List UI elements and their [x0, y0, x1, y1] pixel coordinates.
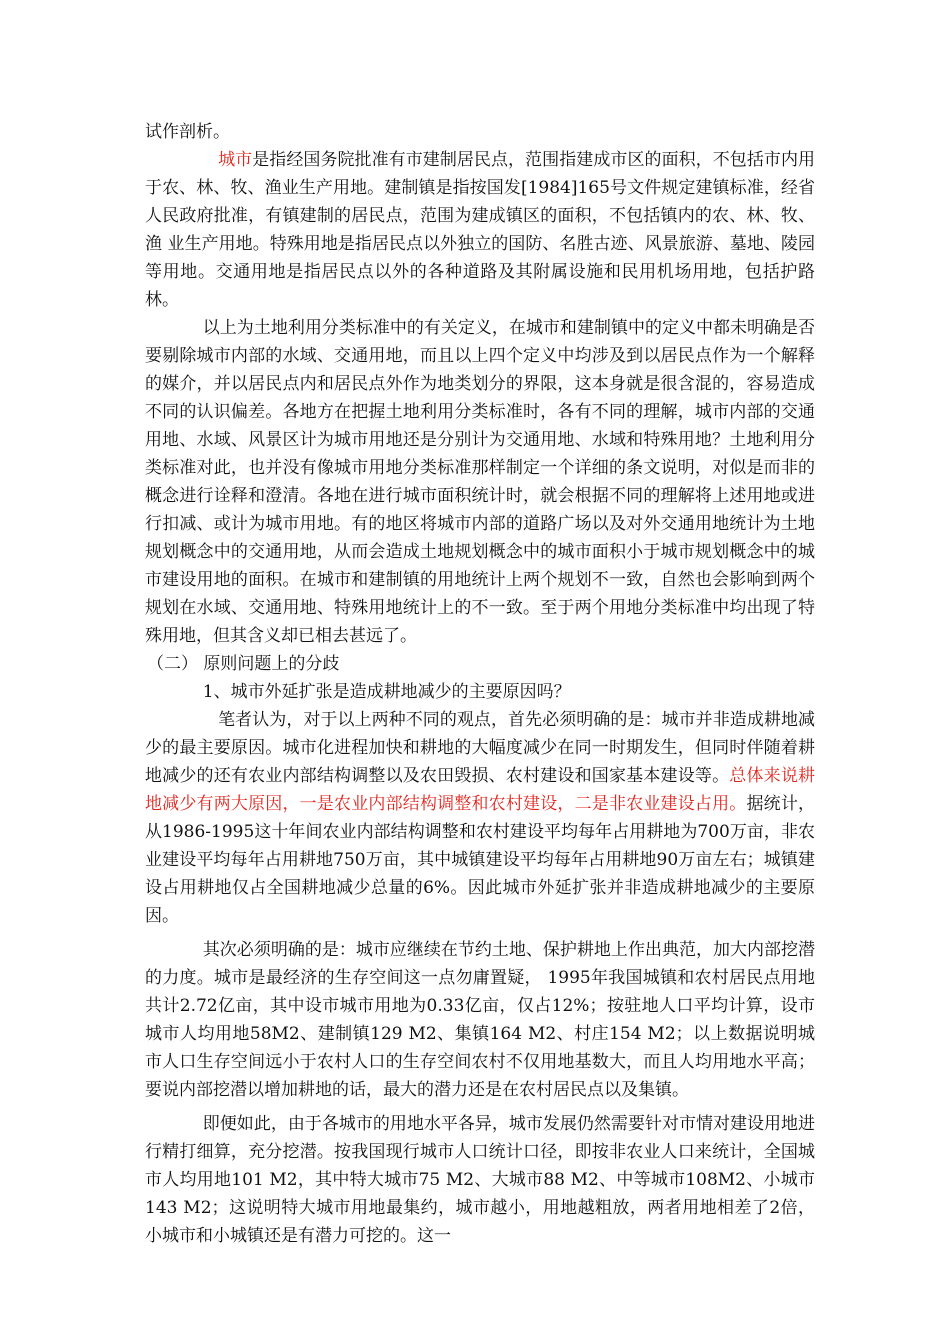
paragraph-text: 笔者认为，对于以上两种不同的观点，首先必须明确的是：城市并非造成耕地减少的最主要原因。城市化进程加快和耕地的大幅度减少在同一时期发生，但同时伴随着耕地减少的还有农业内部结构调整以及农田毁损、农村建设和国家基本建设等。: [145, 710, 815, 786]
paragraph-standards-discussion: 以上为土地利用分类标准中的有关定义，在城市和建制镇中的定义中都未明确是否要剔除城市内部的水域、交通用地，而且以上四个定义中均涉及到以居民点作为一个解释的媒介，并以居民点内和居民点外作为地类划分的界限，这本身就是很含混的，容易造成不同的认识偏差。各地方在把握土地利用分类标准时，各有不同的理解，城市内部的交通用地、水域、风景区计为城市用地还是分别计为交通用地、水域和特殊用地？土地利用分类标准对此，也并没有像城市用地分类标准那样制定一个详细的条文说明，对似是而非的概念进行诠释和澄清。各地在进行城市面积统计时，就会根据不同的理解将上述用地或进行扣减、或计为城市用地。有的地区将城市内部的道路广场以及对外交通用地统计为土地规划概念中的交通用地，从而会造成土地规划概念中的城市面积小于城市规划概念中的城市建设用地的面积。在城市和建制镇的用地统计上两个规划不一致，自然也会影响到两个规划在水域、交通用地、特殊用地统计上的不一致。至于两个用地分类标准中均出现了特殊用地，但其含义却已相去甚远了。: [145, 318, 815, 646]
paragraph-land-saving: 其次必须明确的是：城市应继续在节约土地、保护耕地上作出典范，加大内部挖潜的力度。城市是最经济的生存空间这一点勿庸置疑， 1995年我国城镇和农村居民点用地共计2.72亿亩，其中设市城市用地为0.33亿亩，仅占12%；按驻地人口平均计算，设市城市人均用地58M2、建制镇129 M2、集镇164 M2、村庄154 M2；以上数据说明城市人口生存空间远小于农村人口的生存空间农村不仅用地基数大，而且人均用地水平高；要说内部挖潜以增加耕地的话，最大的潜力还是在农村居民点以及集镇。: [145, 940, 815, 1100]
highlighted-text: 总体来说耕地减少有两大原因，一是农业内部结构调整和农村建设，二是非农业建设占用。: [145, 766, 816, 814]
paragraph-farmland-analysis: [145, 706, 815, 930]
paragraph-text: 据统计，从1986-1995这十年间农业内部结构调整和农村建设平均每年占用耕地为700万亩，非农业建设平均每年占用耕地750万亩，其中城镇建设平均每年占用耕地90万亩左右；城镇建设占用耕地仅占全国耕地减少总量的6%。因此城市外延扩张并非造成耕地减少的主要原因。: [145, 794, 816, 926]
paragraph-urban-land-use: 即便如此，由于各城市的用地水平各异，城市发展仍然需要针对市情对建设用地进行精打细算，充分挖潜。按我国现行城市人口统计口径，即按非农业人口来统计，全国城市人均用地101 M2，其中特大城市75 M2、大城市88 M2、中等城市108M2、小城市143 M2；这说明特大城市用地最集约，城市越小，用地越粗放，两者用地相差了2倍，小城市和小城镇还是有潜力可挖的。这一: [145, 1114, 815, 1246]
paragraph-definitions: [145, 146, 815, 314]
section-heading: （二） 原则问题上的分歧: [147, 654, 340, 674]
question-heading: 1、城市外延扩张是造成耕地减少的主要原因吗？: [202, 682, 571, 702]
paragraph-intro-fragment: 试作剖析。: [145, 122, 230, 142]
highlighted-term: 城市: [218, 150, 253, 170]
paragraph-text: 是指经国务院批准有市建制居民点，范围指建成市区的面积，不包括市内用于农、林、牧、渔业生产用地。建制镇是指按国发[1984]165号文件规定建镇标准，经省人民政府批准，有镇建制的居民点，范围为建成镇区的面积，不包括镇内的农、林、牧、渔 业生产用地。特殊用地是指居民点以外独立的国防、名胜古迹、风景旅游、墓地、陵园等用地。交通用地是指居民点以外的各种道路及其附属设施和民用机场用地，包括护路林。: [145, 150, 816, 310]
document-body: [145, 118, 815, 1250]
